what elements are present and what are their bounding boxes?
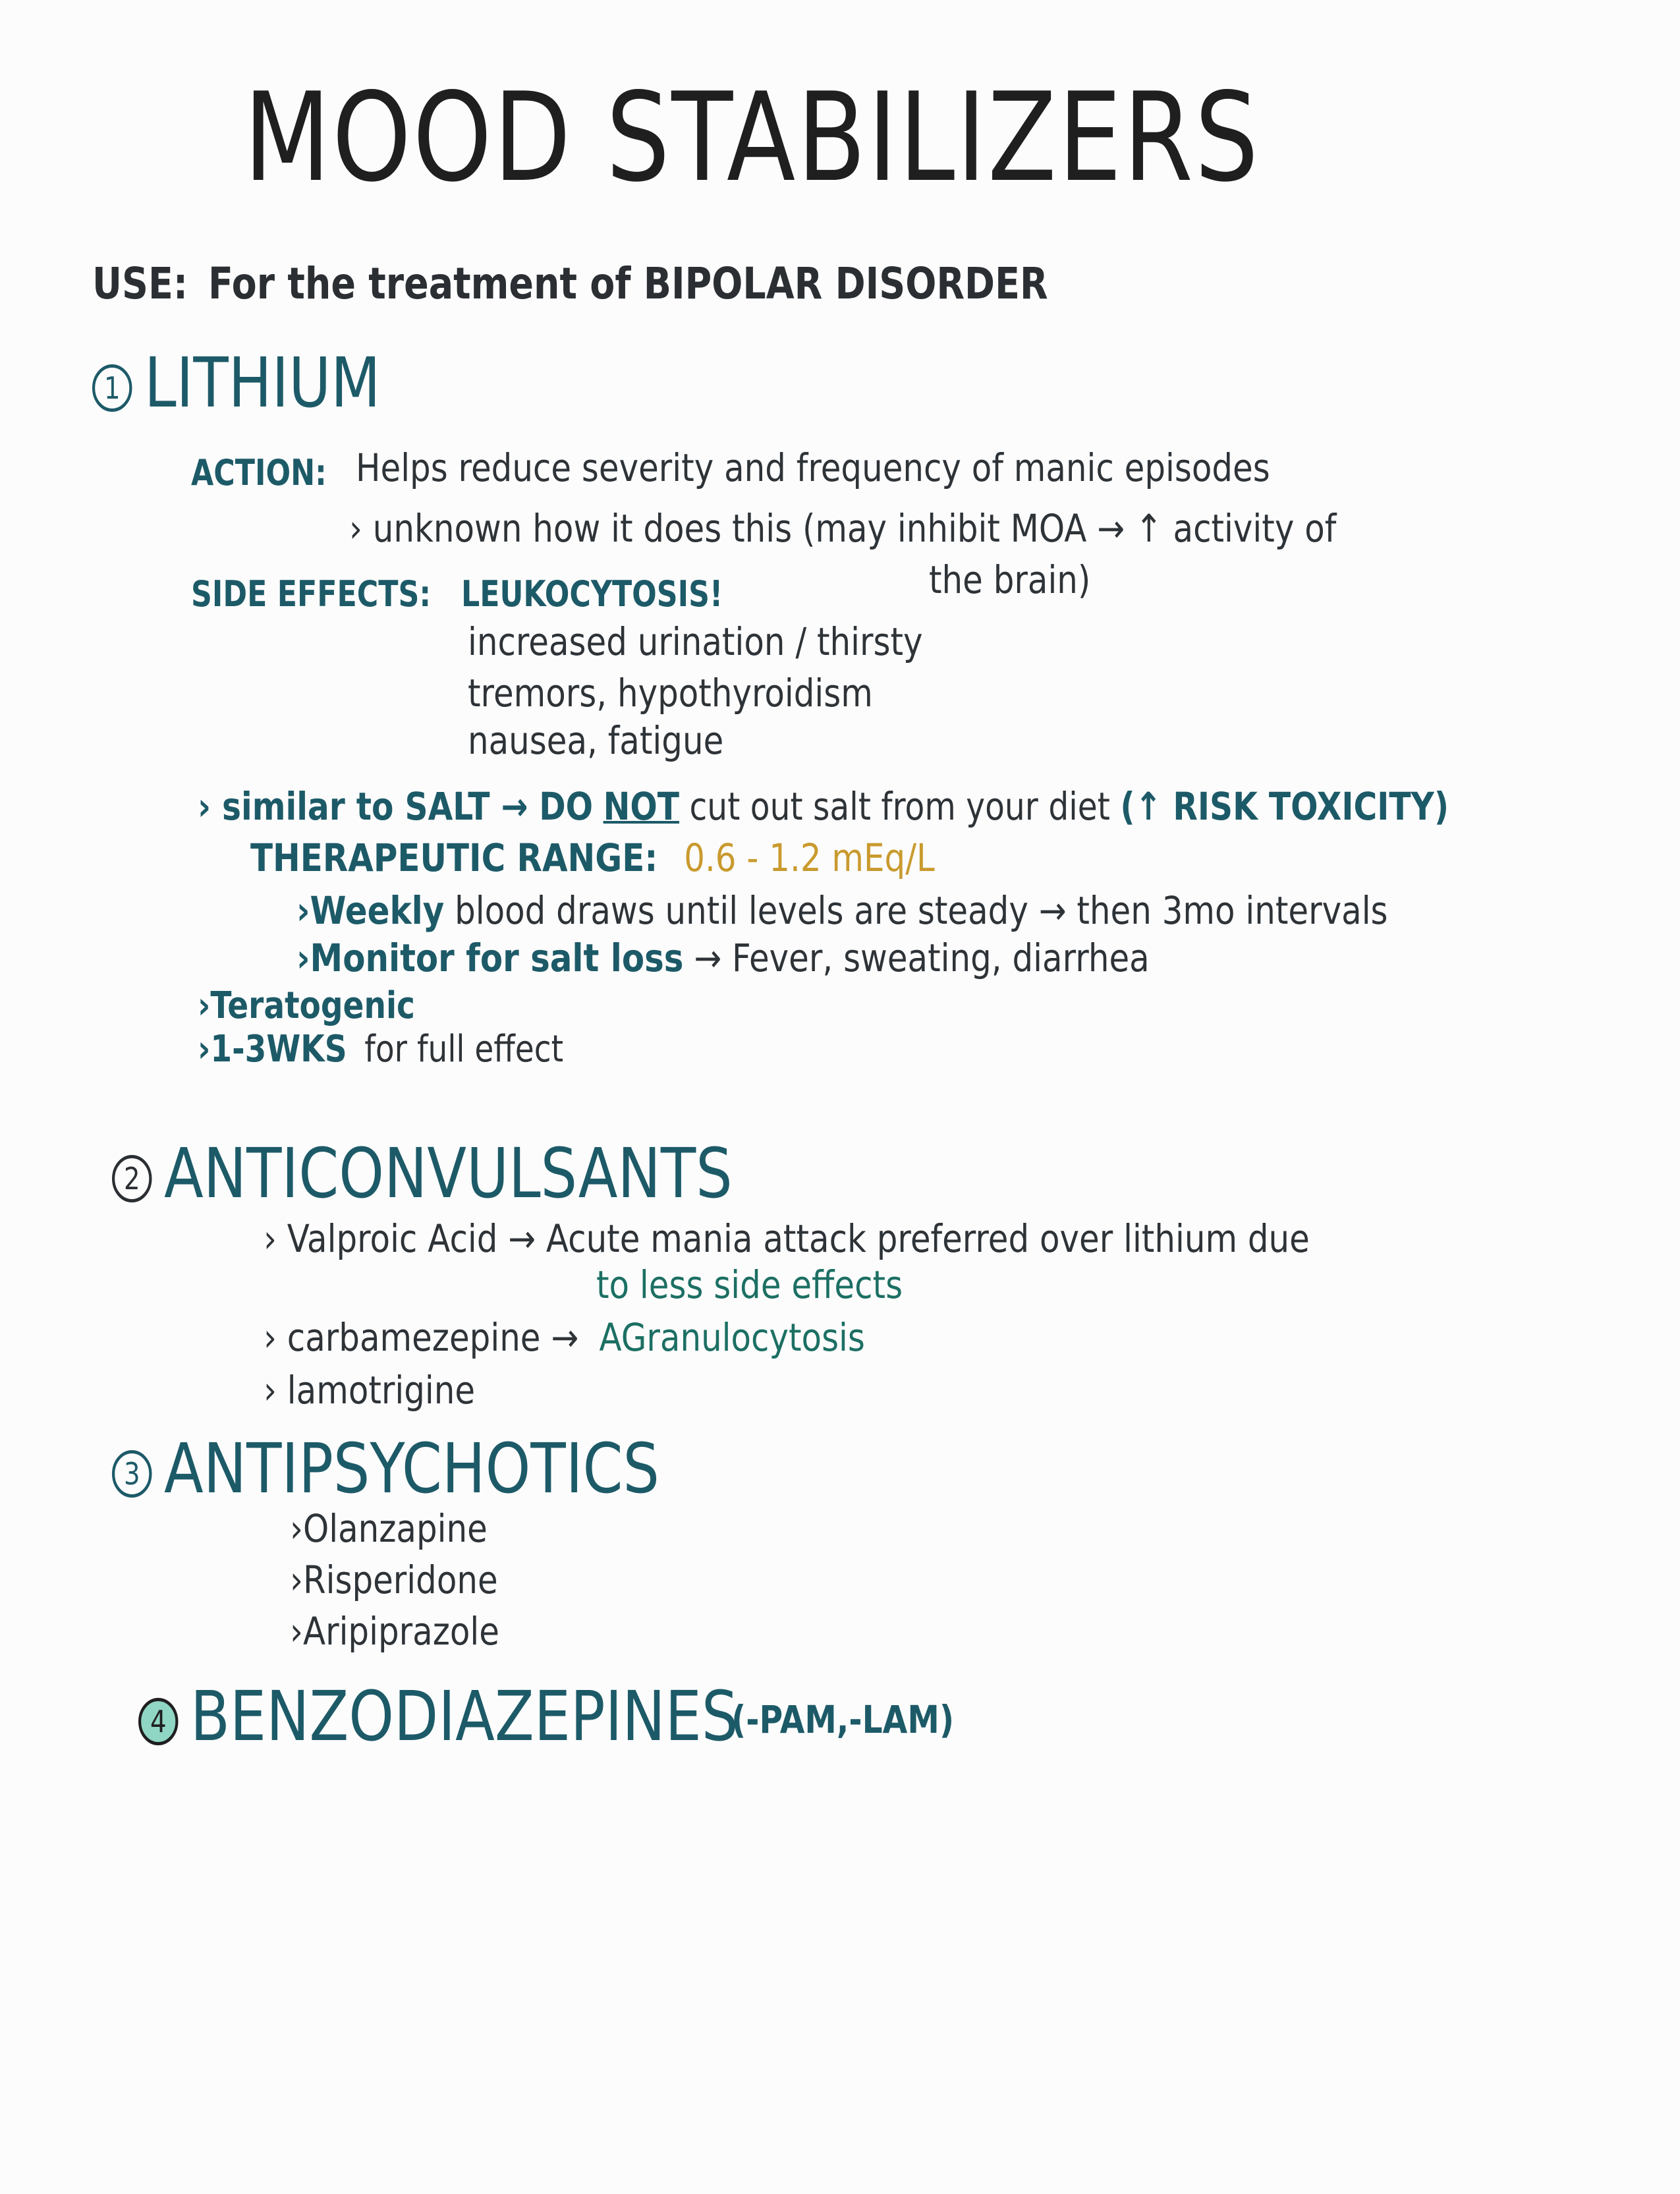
weeks-label: ›1-3WKS xyxy=(198,1028,347,1071)
use-label: USE: xyxy=(92,258,188,309)
monitor-label: ›Monitor for salt loss xyxy=(296,936,684,980)
antipsychotics-heading xyxy=(112,1428,659,1509)
monitor-text: → Fever, sweating, diarrhea xyxy=(694,936,1150,980)
therapeutic-label: THERAPEUTIC RANGE: xyxy=(250,835,658,880)
side-effects-label: SIDE EFFECTS: xyxy=(191,573,432,615)
lithium-title: LITHIUM xyxy=(144,343,381,423)
antipsychotics-title: ANTIPSYCHOTICS xyxy=(163,1428,659,1509)
therapeutic-value: 0.6 - 1.2 mEq/L xyxy=(684,835,935,880)
use-text: For the treatment of BIPOLAR DISORDER xyxy=(208,258,1048,309)
antipsychotic-olanzapine: ›Olanzapine xyxy=(290,1506,488,1551)
salt-prefix: › similar to SALT → DO xyxy=(198,784,594,829)
section-number-1: 1 xyxy=(92,364,132,412)
benzodiazepines-suffix: (-PAM,-LAM) xyxy=(731,1697,955,1742)
benzodiazepines-title: BENZODIAZEPINES xyxy=(190,1676,739,1757)
action-note-2: the brain) xyxy=(929,557,1091,602)
carbamazepine-line xyxy=(264,1315,865,1360)
valproic-line: › Valproic Acid → Acute mania attack preferred over lithium due xyxy=(264,1216,1310,1261)
valproic-note: to less side effects xyxy=(596,1262,903,1307)
use-line xyxy=(92,258,1048,309)
page-title: MOOD STABILIZERS xyxy=(244,66,1260,209)
lamotrigine-line: › lamotrigine xyxy=(264,1368,476,1413)
side-effect-tremors: tremors, hypothyroidism xyxy=(468,671,873,716)
carbamazepine-text: › carbamezepine → xyxy=(264,1315,579,1360)
section-number-3: 3 xyxy=(112,1450,152,1498)
action-note-1: › unknown how it does this (may inhibit MOA → ↑ activity of xyxy=(349,506,1337,551)
teratogenic: ›Teratogenic xyxy=(198,984,415,1027)
section-number-4: 4 xyxy=(138,1698,178,1745)
weeks-text: for full effect xyxy=(364,1028,564,1071)
monitor-line xyxy=(296,936,1150,980)
weekly-text: blood draws until levels are steady → then 3mo intervals xyxy=(455,888,1388,933)
side-effect-urination: increased urination / thirsty xyxy=(468,619,923,664)
side-effect-nausea: nausea, fatigue xyxy=(468,718,724,763)
weekly-line xyxy=(296,888,1388,933)
salt-risk: (↑ RISK TOXICITY) xyxy=(1120,784,1449,829)
lithium-heading xyxy=(92,343,381,423)
action-text: Helps reduce severity and frequency of manic episodes xyxy=(356,445,1270,490)
salt-line xyxy=(198,784,1449,829)
antipsychotic-aripiprazole: ›Aripiprazole xyxy=(290,1609,499,1654)
salt-mid: cut out salt from your diet xyxy=(689,784,1110,829)
section-number-2: 2 xyxy=(112,1155,152,1202)
salt-not: NOT xyxy=(603,784,680,829)
weekly-label: ›Weekly xyxy=(296,888,445,933)
weeks-line xyxy=(198,1028,563,1071)
antipsychotic-risperidone: ›Risperidone xyxy=(290,1558,498,1602)
action-label: ACTION: xyxy=(191,452,327,493)
anticonvulsants-heading xyxy=(112,1133,733,1214)
therapeutic-line xyxy=(250,835,935,880)
side-effect-leukocytosis: LEUKOCYTOSIS! xyxy=(461,573,723,615)
anticonvulsants-title: ANTICONVULSANTS xyxy=(163,1133,733,1214)
carbamazepine-note: AGranulocytosis xyxy=(599,1315,865,1360)
